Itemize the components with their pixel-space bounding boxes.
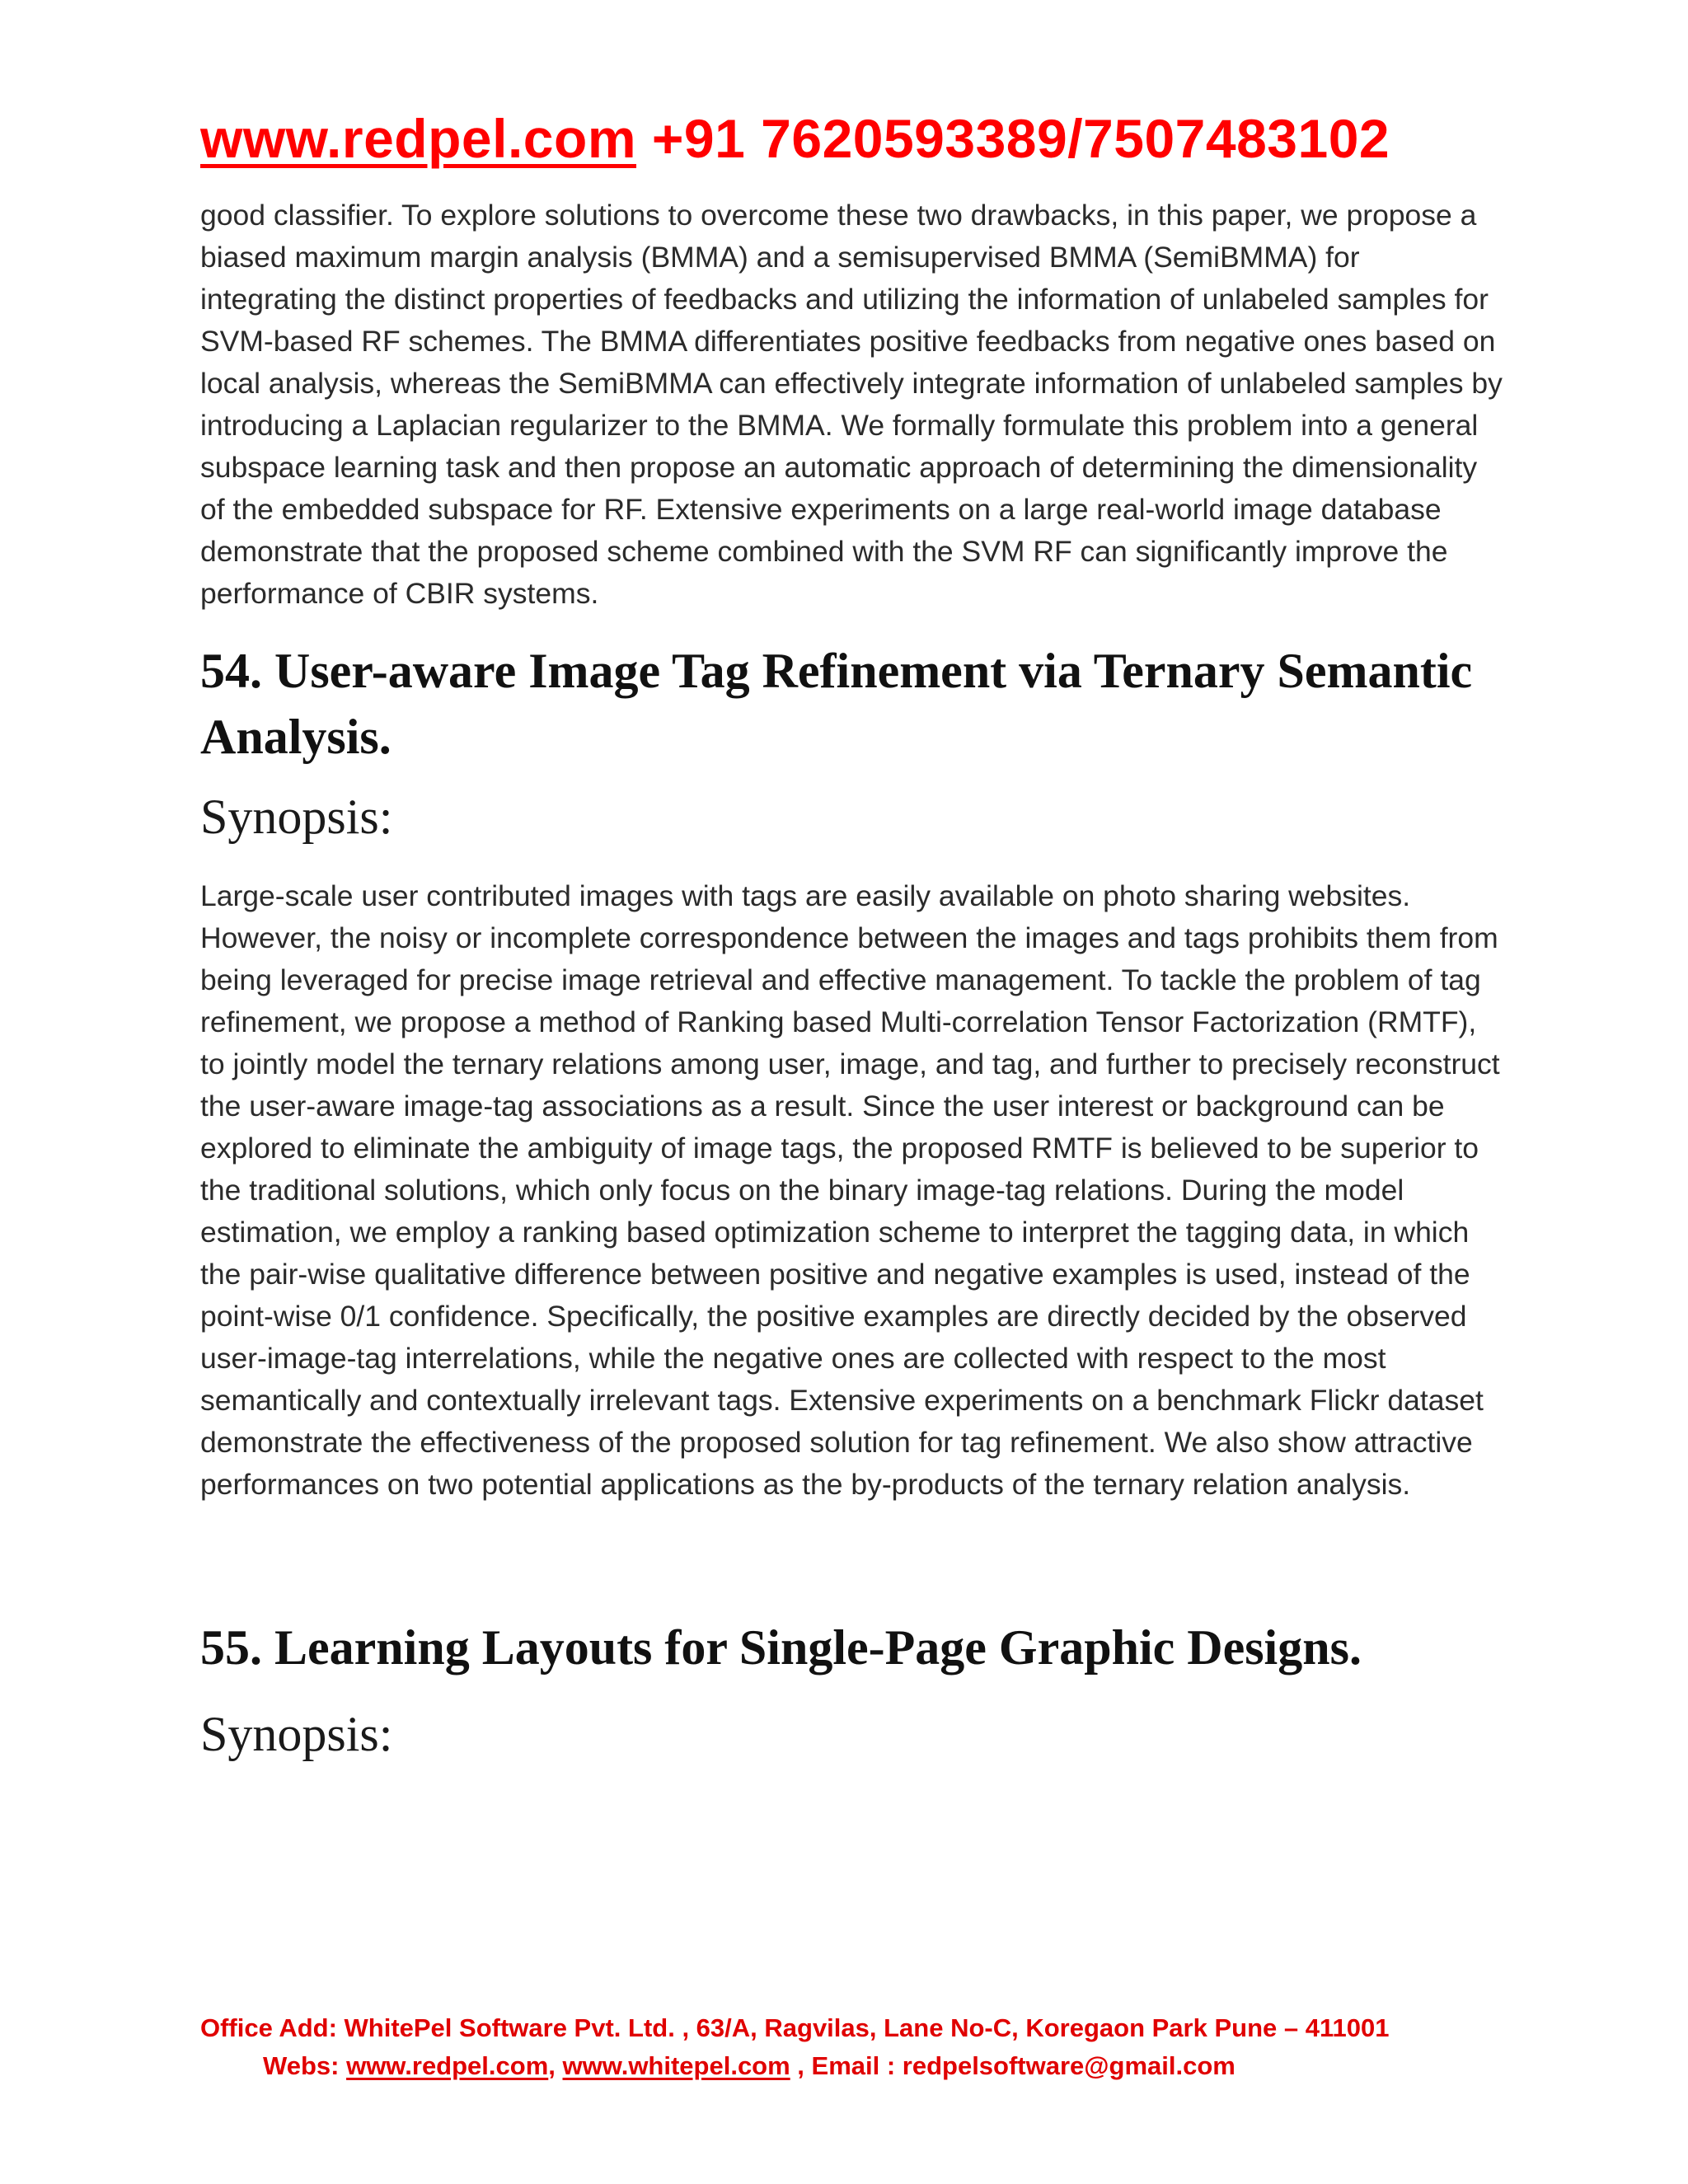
header-phone-numbers: +91 7620593389/7507483102 xyxy=(651,108,1390,169)
footer-whitepel-link[interactable]: www.whitepel.com xyxy=(562,2051,790,2080)
item-55-synopsis-label: Synopsis: xyxy=(200,1707,393,1761)
page-footer xyxy=(200,2009,1389,2085)
main-content xyxy=(200,194,1503,1763)
item-54-synopsis-label: Synopsis: xyxy=(200,790,393,844)
item-55-title: 55. Learning Layouts for Single-Page Graphic Designs. xyxy=(200,1620,1362,1675)
footer-address: Office Add: WhitePel Software Pvt. Ltd. , 63/A, Ragvilas, Lane No-C, Koregaon Park Pune – 411001 xyxy=(200,2013,1390,2042)
continued-abstract-paragraph: good classifier. To explore solutions to overcome these two drawbacks, in this paper, we propose a biased maximum margin analysis (BMMA) and a semisupervised BMMA (SemiBMMA) for integrating the distinct properties of feedbacks and utilizing the information of unlabeled samples for SVM-based RF schemes. The BMMA differentiates positive feedbacks from negative ones based on local analysis, whereas the SemiBMMA can effectively integrate information of unlabeled samples by introducing a Laplacian regularizer to the BMMA. We formally formulate this problem into a general subspace learning task and then propose an automatic approach of determining the dimensionality of the embedded subspace for RF. Extensive experiments on a large real-world image database demonstrate that the proposed scheme combined with the SVM RF can significantly improve the performance of CBIR systems. xyxy=(200,199,1503,610)
item-54-title: 54. User-aware Image Tag Refinement via Ternary Semantic Analysis. xyxy=(200,644,1473,764)
item-54-synopsis-text: Large-scale user contributed images with tags are easily available on photo sharing websites. However, the noisy or incomplete correspondence between the images and tags prohibits them from being leveraged for precise image retrieval and effective management. To tackle the problem of tag refinement, we propose a method of Ranking based Multi-correlation Tensor Factorization (RMTF), to jointly model the ternary relations among user, image, and tag, and further to precisely reconstruct the user-aware image-tag associations as a result. Since the user interest or background can be explored to eliminate the ambiguity of image tags, the proposed RMTF is believed to be superior to the traditional solutions, which only focus on the binary image-tag relations. During the model estimation, we employ a ranking based optimization scheme to interpret the tagging data, in which the pair-wise qualitative difference between positive and negative examples is used, instead of the point-wise 0/1 confidence. Specifically, the positive examples are directly decided by the observed user-image-tag interrelations, while the negative ones are collected with respect to the most semantically and contextually irrelevant tags. Extensive experiments on a benchmark Flickr dataset demonstrate the effectiveness of the proposed solution for tag refinement. We also show attractive performances on two potential applications as the by-products of the ternary relation analysis. xyxy=(200,879,1500,1501)
footer-redpel-link[interactable]: www.redpel.com xyxy=(346,2051,549,2080)
footer-web-line xyxy=(200,2047,1389,2085)
page-header xyxy=(200,105,1390,171)
footer-webs-label: Webs: xyxy=(263,2051,340,2080)
header-website-link[interactable]: www.redpel.com xyxy=(200,108,637,169)
footer-email: , Email : redpelsoftware@gmail.com xyxy=(790,2051,1236,2080)
footer-separator: , xyxy=(548,2051,556,2080)
